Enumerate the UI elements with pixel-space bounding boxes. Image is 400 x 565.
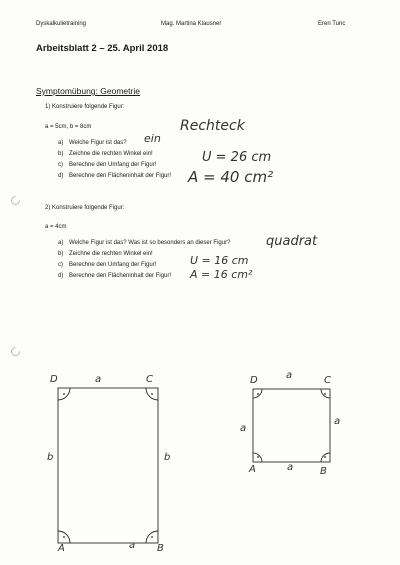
square-corner-b: B: [320, 466, 327, 477]
header-teacher: Mag. Martina Klausner: [161, 21, 222, 27]
exercise2-answer-figure: quadrat: [266, 234, 318, 249]
section-title: Symptomübung: Geometrie: [36, 86, 140, 96]
exercise2-given: a = 4cm: [45, 224, 67, 230]
rectangle-corner-b: B: [157, 543, 164, 554]
rectangle-corner-a: A: [58, 543, 65, 554]
square-side-bottom: a: [287, 462, 294, 473]
square-angle-dot: [257, 456, 259, 458]
rectangle-side-bottom: a: [129, 540, 136, 551]
rectangle-angle-dot: [151, 393, 153, 395]
exercise2-question-b: b) Zeichne die rechten Winkel ein!: [58, 251, 153, 257]
exercise1-question-b: b) Zeichne die rechten Winkel ein!: [58, 151, 153, 157]
exercise2-question-c: c) Berechne den Umfang der Figur!: [58, 262, 157, 268]
exercise2-question-a: a) Welche Figur ist das? Was ist so besonders an dieser Figur?: [58, 240, 231, 246]
square-angle-dot: [324, 456, 326, 458]
exercise1-answer-figure-prefix: ein: [144, 132, 161, 145]
header-student: Eren Tunc: [318, 21, 346, 27]
rectangle-angle-dot: [63, 536, 65, 538]
exercise2-question-d: d) Berechne den Flächeninhalt der Figur!: [58, 273, 172, 279]
exercise1-question-c: c) Berechne den Umfang der Figur!: [58, 162, 157, 168]
square-side-right: a: [334, 416, 341, 427]
exercise1-answer-area: A = 40 cm²: [188, 168, 274, 186]
exercise1-given: a = 5cm, b = 8cm: [45, 124, 92, 130]
exercise1-prompt: 1) Konstruiere folgende Figur:: [45, 104, 125, 110]
exercise2-answer-area: A = 16 cm²: [190, 268, 253, 281]
exercise1-answer-perimeter: U = 26 cm: [202, 150, 272, 165]
exercise1-question-a: a) Welche Figur ist das?: [58, 140, 127, 146]
rectangle-angle-dot: [63, 393, 65, 395]
exercise2-prompt: 2) Konstruiere folgende Figur:: [45, 205, 125, 211]
worksheet-title: Arbeitsblatt 2 – 25. April 2018: [36, 43, 169, 54]
square-side-top: a: [286, 370, 293, 381]
square-angle-dot: [257, 393, 259, 395]
square-side-left: a: [240, 423, 247, 434]
rectangle-side-top: a: [95, 374, 102, 385]
square-corner-c: C: [324, 375, 331, 386]
rectangle-corner-d: D: [50, 374, 58, 385]
rectangle-angle-dot: [151, 536, 153, 538]
rectangle-side-left: b: [47, 452, 54, 463]
exercise1-question-d: d) Berechne den Flächeninhalt der Figur!: [58, 173, 172, 179]
rectangle-outline: [58, 388, 158, 543]
square-corner-d: D: [250, 375, 258, 386]
exercise1-answer-figure: Rechteck: [180, 118, 245, 134]
square-angle-dot: [324, 393, 326, 395]
header-course: Dyskalkulietraining: [36, 21, 87, 27]
rectangle-corner-c: C: [146, 374, 153, 385]
square-outline: [253, 389, 330, 462]
exercise2-answer-perimeter: U = 16 cm: [190, 254, 249, 267]
square-corner-a: A: [249, 464, 256, 475]
rectangle-side-right: b: [164, 452, 171, 463]
